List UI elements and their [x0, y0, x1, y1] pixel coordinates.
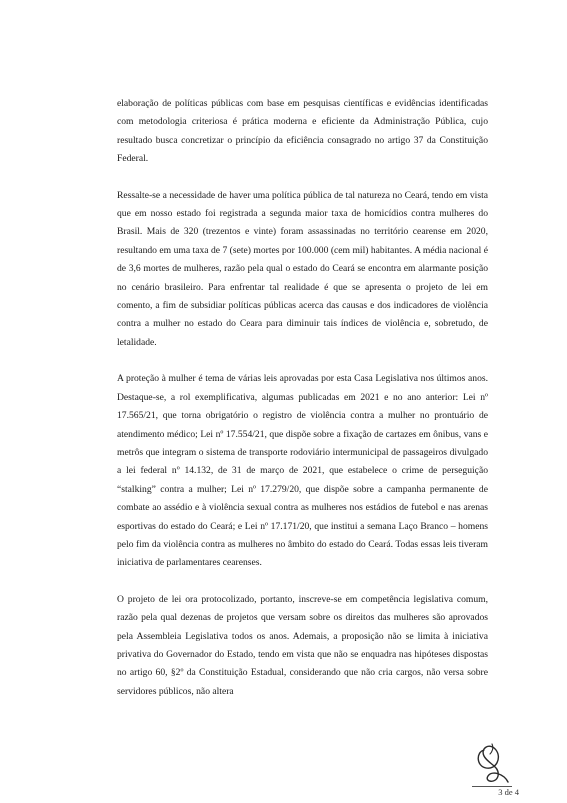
- signature-icon: [470, 738, 514, 786]
- paragraph-1: elaboração de políticas públicas com base em pesquisas científicas e evidências identificadas com metodologia criteriosa é prática moderna e eficiente da Administração Pública, cujo resultado busca concretizar o princípio da eficiência consagrado no artigo 37 da Constituição Federal.: [117, 98, 488, 165]
- document-body: [117, 95, 488, 701]
- paragraph-4: O projeto de lei ora protocolizado, portanto, inscreve-se em competência legislativa comum, razão pela qual dezenas de projetos que versam sobre os direitos das mulheres são aprovados pela Assembleia Legislativa todos os anos. Ademais, a proposição não se limita à iniciativa privativa do Governador do Estado, tendo em vista que não se enquadra nas hipóteses dispostas no artigo 60, §2º da Constituição Estadual, considerando que não cria cargos, não versa sobre servidores públicos, não altera: [117, 593, 488, 697]
- paragraph-3: A proteção à mulher é tema de várias leis aprovadas por esta Casa Legislativa nos últimos anos. Destaque-se, a rol exemplificativa, algumas publicadas em 2021 e no ano anterior: Lei nº 17.565/21, que torna obrigatório o registro de violência contra a mulher no prontuário de atendimento médico; Lei nº 17.554/21, que dispõe sobre a fixação de cartazes em ônibus, vans e metrôs que integram o sistema de transporte rodoviário intermunicipal de passageiros divulgado a lei federal nº 14.132, de 31 de março de 2021, que estabelece o crime de perseguição “stalking” contra a mulher; Lei nº 17.279/20, que dispõe sobre a campanha permanente de combate ao assédio e à violência sexual contra as mulheres nos estádios de futebol e nas arenas esportivas do estado do Ceará; e Lei nº 17.171/20, que institui a semana Laço Branco – homens pelo fim da violência contra as mulheres no âmbito do estado do Ceará. Todas essas leis tiveram iniciativa de parlamentares cearenses.: [117, 373, 488, 569]
- page-number: 3 de 4: [498, 787, 519, 797]
- paragraph-2: Ressalte-se a necessidade de haver uma política pública de tal natureza no Ceará, tendo em vista que em nosso estado foi registrada a segunda maior taxa de homicídios contra mulheres do Brasil. Mais de 320 (trezentos e vinte) foram assassinadas no território cearense em 2020, resultando em uma taxa de 7 (sete) mortes por 100.000 (cem mil) habitantes. A média nacional é de 3,6 mortes de mulheres, razão pela qual o estado do Ceará se encontra em alarmante posição no cenário brasileiro. Para enfrentar tal realidade é que se apresenta o projeto de lei em comento, a fim de subsidiar políticas públicas acerca das causas e dos indicadores de violência contra a mulher no estado do Ceara para diminuir tais índices de violência e, sobretudo, de letalidade.: [117, 189, 488, 348]
